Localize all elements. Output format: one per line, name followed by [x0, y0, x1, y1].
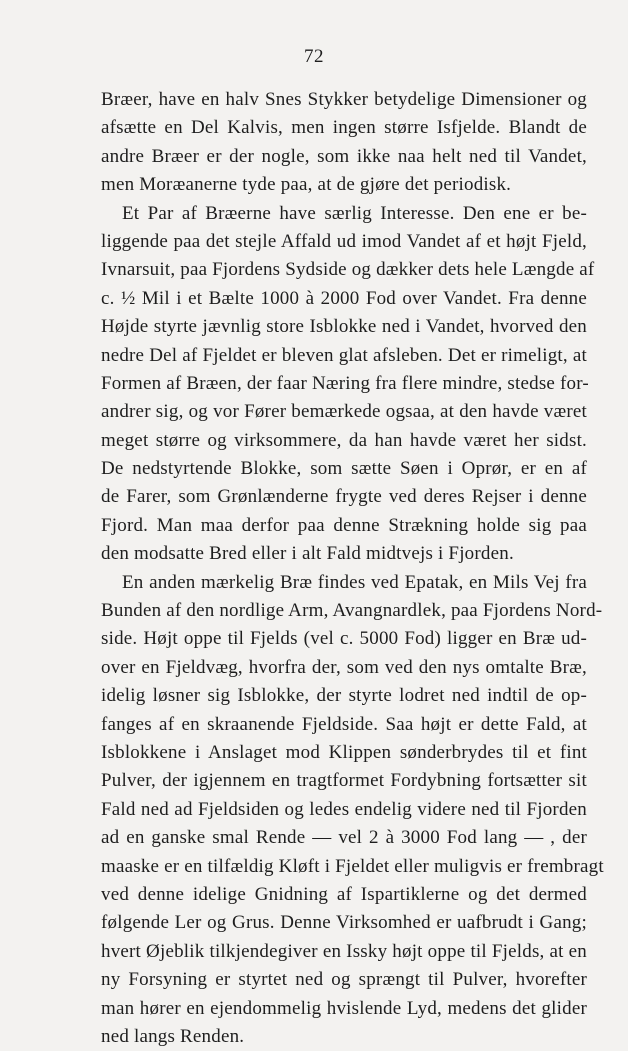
text-line: følgende Ler og Grus. Denne Virksomhed er uafbrudt i Gang; — [101, 912, 587, 934]
text-line: den modsatte Bred eller i alt Fald midtvejs i Fjorden. — [101, 543, 514, 565]
text-line: de Farer, som Grønlænderne frygte ved deres Rejser i denne — [101, 486, 587, 508]
text-line: Bunden af den nordlige Arm, Avangnardlek, paa Fjordens Nord- — [101, 600, 603, 622]
text-line: ny Forsyning er styrtet ned og sprængt til Pulver, hvorefter — [101, 969, 587, 991]
text-line: liggende paa det stejle Affald ud imod Vandet af et højt Fjeld, — [101, 230, 587, 252]
text-line: Fald ned ad Fjeldsiden og ledes endelig videre ned til Fjorden — [101, 798, 587, 820]
text-line: andre Bræer er der nogle, som ikke naa helt ned til Vandet, — [101, 145, 587, 167]
text-line: c. ½ Mil i et Bælte 1000 à 2000 Fod over Vandet. Fra denne — [101, 287, 587, 309]
paragraph-start-line: Et Par af Bræerne have særlig Interesse. Den ene er be- — [122, 202, 587, 224]
text-line: meget større og virksommere, da han havde været her sidst. — [101, 429, 587, 451]
text-line: ad en ganske smal Rende — vel 2 à 3000 Fod lang — , der — [101, 827, 587, 849]
paragraph-start-line: En anden mærkelig Bræ findes ved Epatak, en Mils Vej fra — [122, 571, 587, 593]
text-line: afsætte en Del Kalvis, men ingen større Isfjelde. Blandt de — [101, 117, 587, 139]
text-line: maaske er en tilfældig Kløft i Fjeldet eller muligvis er frembragt — [101, 855, 604, 877]
text-line: ved denne idelige Gnidning af Ispartiklerne og det dermed — [101, 883, 587, 905]
text-line: Formen af Bræen, der faar Næring fra flere mindre, stedse for- — [101, 372, 589, 394]
text-line: Ivnarsuit, paa Fjordens Sydside og dækker dets hele Længde af — [101, 259, 595, 281]
text-line: man hører en ejendommelig hvislende Lyd, medens det glider — [101, 997, 587, 1019]
text-line: hvert Øjeblik tilkjendegiver en Issky højt oppe til Fjelds, at en — [101, 940, 587, 962]
text-line: nedre Del af Fjeldet er bleven glat afsleben. Det er rimeligt, at — [101, 344, 587, 366]
text-line: men Moræanerne tyde paa, at de gjøre det periodisk. — [101, 174, 512, 196]
text-line: idelig løsner sig Isblokke, der styrte lodret ned indtil de op- — [101, 685, 587, 707]
page-number: 72 — [304, 46, 324, 67]
text-line: Fjord. Man maa derfor paa denne Strækning holde sig paa — [101, 514, 587, 536]
text-line: Højde styrte jævnlig store Isblokke ned i Vandet, hvorved den — [101, 316, 587, 338]
body-text — [101, 86, 604, 1051]
text-line: fanges af en skraanende Fjeldside. Saa højt er dette Fald, at — [101, 713, 587, 735]
text-line: Pulver, der igjennem en tragtformet Fordybning fortsætter sit — [101, 770, 587, 792]
text-line: Isblokkene i Anslaget mod Klippen sønderbrydes til et fint — [101, 741, 587, 763]
text-line: Bræer, have en halv Snes Stykker betydelige Dimensioner og — [101, 89, 587, 110]
text-line: De nedstyrtende Blokke, som sætte Søen i Oprør, er en af — [101, 458, 587, 480]
text-line: ned langs Renden. — [101, 1025, 245, 1047]
text-line: side. Højt oppe til Fjelds (vel c. 5000 Fod) ligger en Bræ ud- — [101, 628, 587, 650]
text-line: over en Fjeldvæg, hvorfra der, som ved den nys omtalte Bræ, — [101, 656, 587, 678]
text-line: andrer sig, og vor Fører bemærkede ogsaa, at den havde været — [101, 401, 587, 423]
